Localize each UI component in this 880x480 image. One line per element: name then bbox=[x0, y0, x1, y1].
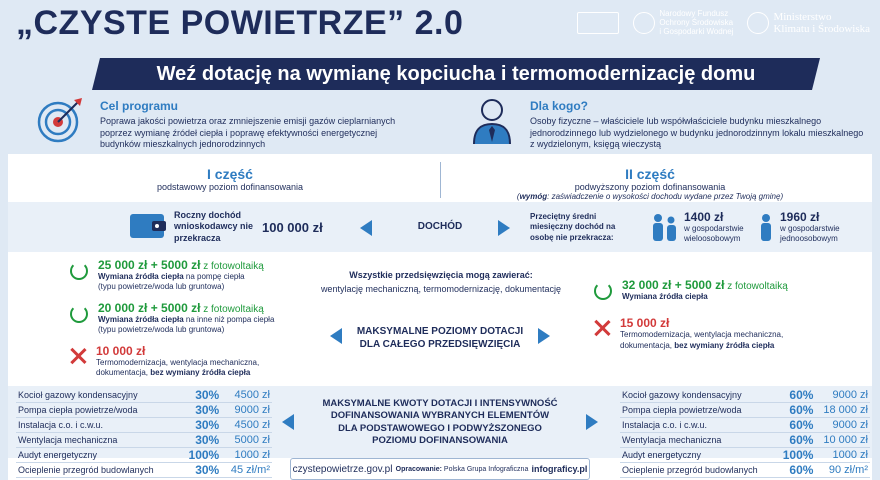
rate-amount: 9000 zł bbox=[221, 403, 272, 418]
table-row bbox=[620, 418, 870, 433]
rates-title-line: DLA PODSTAWOWEGO I PODWYŻSZONEGO bbox=[338, 422, 542, 434]
grant-item bbox=[70, 258, 320, 293]
single-person-income bbox=[780, 210, 850, 243]
credit-label: Opracowanie: bbox=[395, 465, 442, 473]
banner-title: Weź dotację na wymianę kopciucha i termomodernizację domu bbox=[156, 63, 756, 85]
table-row bbox=[16, 403, 272, 418]
target-group-text: Osoby fizyczne – właściciele lub współwłaściciele budynku mieszkalnego jednorodzinnego lub wydzielonego w budynku jednorodzinnym lokalu mieszkalnego z wydzielonym, księgą wieczystą bbox=[530, 116, 864, 150]
grant-suffix: z fotowoltaiką bbox=[200, 261, 264, 272]
rate-name: Instalacja c.o. i c.w.u. bbox=[16, 418, 180, 433]
grant-desc2: (typu powietrze/woda lub gruntowa) bbox=[98, 325, 225, 335]
grant-desc-bold: Wymiana źródła ciepła bbox=[622, 292, 708, 301]
grant-amount: 25 000 zł + 5000 zł bbox=[98, 258, 201, 272]
part-one-subtitle: podstawowy poziom dofinansowania bbox=[156, 182, 304, 192]
rate-name: Wentylacja mechaniczna bbox=[620, 433, 777, 448]
left-grants bbox=[70, 258, 320, 378]
program-goal bbox=[100, 99, 420, 151]
grant-desc: Termomodernizacja, wentylacja mechaniczna, bbox=[620, 330, 784, 340]
table-row bbox=[620, 388, 870, 403]
rate-name: Instalacja c.o. i c.w.u. bbox=[620, 418, 777, 433]
grant-desc2: dokumentacja, bbox=[620, 340, 675, 350]
target-group-title: Dla kogo? bbox=[530, 99, 589, 113]
part-two-income-label: Przeciętny średni miesięczny dochód na osobę nie przekracza: bbox=[530, 212, 616, 242]
rate-percent: 60% bbox=[777, 403, 816, 418]
part-two-note: (wymóg: zaświadczenie o wysokości dochodu wydane przez Twoją gminę) bbox=[516, 192, 784, 201]
rates-title-line: POZIOMU DOFINANSOWANIA bbox=[372, 435, 508, 447]
max-levels-line: MAKSYMALNE POZIOMY DOTACJI bbox=[356, 326, 524, 337]
grant-amount: 10 000 zł bbox=[96, 343, 146, 358]
person-icon bbox=[470, 96, 514, 146]
table-row bbox=[16, 448, 272, 463]
credit-text: Polska Grupa Infograficzna bbox=[441, 465, 529, 473]
rate-amount: 18 000 zł bbox=[815, 403, 870, 418]
grant-desc2: (typu powietrze/woda lub gruntowa) bbox=[98, 282, 225, 292]
rates-title-line: DOFINANSOWANIA WYBRANYCH ELEMENTÓW bbox=[330, 410, 550, 422]
part-two-title: II część bbox=[625, 166, 675, 182]
rate-name: Wentylacja mechaniczna bbox=[16, 433, 180, 448]
rate-amount: 10 000 zł bbox=[815, 433, 870, 448]
rate-percent: 60% bbox=[777, 463, 816, 478]
max-levels-line: DLA CAŁEGO PRZEDSIĘWZIĘCIA bbox=[359, 338, 521, 350]
arrow-right-icon bbox=[498, 220, 510, 241]
rate-name: Ocieplenie przegród budowlanych bbox=[620, 463, 777, 478]
grant-item bbox=[70, 301, 320, 336]
arrow-right-icon bbox=[586, 414, 598, 435]
max-levels-title bbox=[350, 326, 530, 351]
rate-percent: 30% bbox=[180, 403, 221, 418]
single-person-label: w gospodarstwie jednoosobowym bbox=[780, 224, 840, 243]
recycle-icon bbox=[594, 282, 612, 300]
logos bbox=[577, 10, 870, 36]
all-projects-title: Wszystkie przedsięwzięcia mogą zawierać: bbox=[349, 270, 533, 280]
rate-amount: 9000 zł bbox=[815, 418, 870, 433]
arrow-right-icon bbox=[538, 328, 550, 349]
grant-desc-bold: Wymiana źródła ciepła bbox=[98, 272, 184, 281]
rate-amount: 4500 zł bbox=[221, 388, 272, 403]
rate-percent: 30% bbox=[180, 418, 221, 433]
rate-percent: 30% bbox=[180, 388, 221, 403]
table-row bbox=[620, 403, 870, 418]
rate-amount: 45 zł/m² bbox=[221, 463, 272, 478]
rate-name: Pompa ciepła powietrze/woda bbox=[620, 403, 777, 418]
table-row bbox=[16, 463, 272, 478]
income-label: DOCHÓD bbox=[417, 221, 463, 232]
rate-percent: 60% bbox=[777, 433, 816, 448]
table-row bbox=[620, 463, 870, 478]
grant-amount: 15 000 zł bbox=[620, 316, 670, 331]
rate-percent: 60% bbox=[777, 418, 816, 433]
grant-desc: na pompę ciepła bbox=[183, 272, 245, 281]
single-person-value: 1960 zł bbox=[780, 210, 820, 224]
building-icon bbox=[577, 12, 619, 34]
divider bbox=[440, 162, 441, 198]
program-goal-text: Poprawa jakości powietrza oraz zmniejszenie emisji gazów cieplarnianych poprzez wymianę źródeł ciepła i poprawę efektywności energetycznej budynków mieszkalnych jednorodzinnych bbox=[100, 116, 396, 150]
multi-person-income bbox=[684, 210, 748, 243]
grant-suffix: z fotowoltaiką bbox=[200, 303, 264, 315]
rate-percent: 60% bbox=[777, 388, 816, 403]
fund-logo bbox=[633, 10, 733, 36]
arrow-left-icon bbox=[330, 328, 342, 349]
footer bbox=[290, 458, 590, 480]
part-two-note-text: : zaświadczenie o wysokości dochodu wydane przez Twoją gminę bbox=[547, 192, 781, 201]
table-row bbox=[620, 433, 870, 448]
right-grants bbox=[594, 278, 844, 351]
rate-amount: 9000 zł bbox=[815, 388, 870, 403]
rates-title bbox=[300, 398, 580, 447]
main-title: „CZYSTE POWIETRZE” 2.0 bbox=[16, 4, 464, 42]
multi-person-label: w gospodarstwie wieloosobowym bbox=[684, 224, 744, 243]
single-person-icon bbox=[756, 212, 776, 244]
grant-desc: na inne niż pompa ciepła bbox=[183, 314, 275, 324]
fund-emblem-icon bbox=[633, 12, 655, 34]
wallet-icon bbox=[128, 208, 168, 242]
all-projects-text: wentylację mechaniczną, termomodernizację, dokumentację bbox=[320, 284, 562, 294]
grant-desc-bold: Wymiana źródła ciepła bbox=[98, 314, 184, 324]
part-one-title: I część bbox=[207, 166, 253, 182]
rate-name: Pompa ciepła powietrze/woda bbox=[16, 403, 180, 418]
fund-name-line: i Gospodarki Wodnej bbox=[659, 26, 734, 36]
grant-desc2-bold: bez wymiany źródła ciepła bbox=[674, 340, 775, 350]
grant-item bbox=[70, 344, 320, 379]
rate-amount: 90 zł/m² bbox=[815, 463, 870, 478]
grant-suffix: z fotowoltaiką bbox=[724, 281, 788, 292]
rate-percent: 100% bbox=[777, 448, 816, 463]
table-row bbox=[16, 433, 272, 448]
grant-item bbox=[594, 278, 844, 302]
rates-table-increased bbox=[620, 388, 870, 478]
government-logo bbox=[577, 12, 619, 34]
recycle-icon bbox=[70, 305, 88, 323]
fund-name-line: Narodowy Fundusz bbox=[659, 9, 729, 18]
rate-name: Kocioł gazowy kondensacyjny bbox=[620, 388, 777, 403]
grant-desc: Termomodernizacja, wentylacja mechaniczna, bbox=[96, 357, 260, 367]
rate-name: Audyt energetyczny bbox=[16, 448, 180, 463]
part-two-header bbox=[490, 166, 810, 201]
multi-person-value: 1400 zł bbox=[684, 210, 724, 224]
part-one-income-label: Roczny dochód wnioskodawcy nie przekracza bbox=[174, 210, 254, 243]
family-icon bbox=[650, 212, 680, 244]
part-two-note-bold: wymóg bbox=[519, 192, 548, 201]
rate-amount: 1000 zł bbox=[815, 448, 870, 463]
eagle-emblem-icon bbox=[747, 12, 769, 34]
table-row bbox=[620, 448, 870, 463]
part-two-subtitle: podwyższony poziom dofinansowania bbox=[574, 182, 726, 192]
target-icon bbox=[36, 96, 84, 144]
rate-amount: 4500 zł bbox=[221, 418, 272, 433]
grant-amount: 32 000 zł + 5000 zł bbox=[622, 278, 725, 292]
table-row bbox=[16, 388, 272, 403]
arrow-left-icon bbox=[282, 414, 294, 435]
fund-name-line: Ochrony Środowiska bbox=[659, 17, 734, 27]
part-one-income-value: 100 000 zł bbox=[262, 220, 323, 235]
rates-table-basic bbox=[16, 388, 272, 478]
grant-desc2-bold: bez wymiany źródła ciepła bbox=[150, 367, 251, 377]
brand-link[interactable]: infograficy.pl bbox=[531, 464, 588, 474]
rate-name: Audyt energetyczny bbox=[620, 448, 777, 463]
table-row bbox=[16, 418, 272, 433]
rate-name: Kocioł gazowy kondensacyjny bbox=[16, 388, 180, 403]
rate-amount: 1000 zł bbox=[221, 448, 272, 463]
grant-item bbox=[594, 316, 844, 351]
rate-percent: 100% bbox=[180, 448, 221, 463]
rate-amount: 5000 zł bbox=[221, 433, 272, 448]
part-one-header bbox=[100, 166, 360, 192]
grant-amount: 20 000 zł + 5000 zł bbox=[98, 300, 201, 315]
program-goal-title: Cel programu bbox=[100, 99, 179, 113]
rate-percent: 30% bbox=[180, 463, 221, 478]
cross-icon bbox=[594, 320, 610, 336]
recycle-icon bbox=[70, 262, 88, 280]
rates-title-line: MAKSYMALNE KWOTY DOTACJI I INTENSYWNOŚĆ bbox=[322, 398, 558, 409]
ministry-logo bbox=[747, 11, 870, 35]
arrow-left-icon bbox=[360, 220, 372, 241]
ministry-name-line: Klimatu i Środowiska bbox=[773, 23, 870, 36]
cross-icon bbox=[70, 348, 86, 364]
target-group bbox=[530, 99, 870, 151]
rate-name: Ocieplenie przegród budowlanych bbox=[16, 463, 180, 478]
ministry-name-line: Ministerstwo bbox=[773, 11, 832, 24]
rate-percent: 30% bbox=[180, 433, 221, 448]
website-link[interactable]: czystepowietrze.gov.pl bbox=[292, 463, 393, 475]
grant-desc2: dokumentacja, bbox=[96, 367, 151, 377]
